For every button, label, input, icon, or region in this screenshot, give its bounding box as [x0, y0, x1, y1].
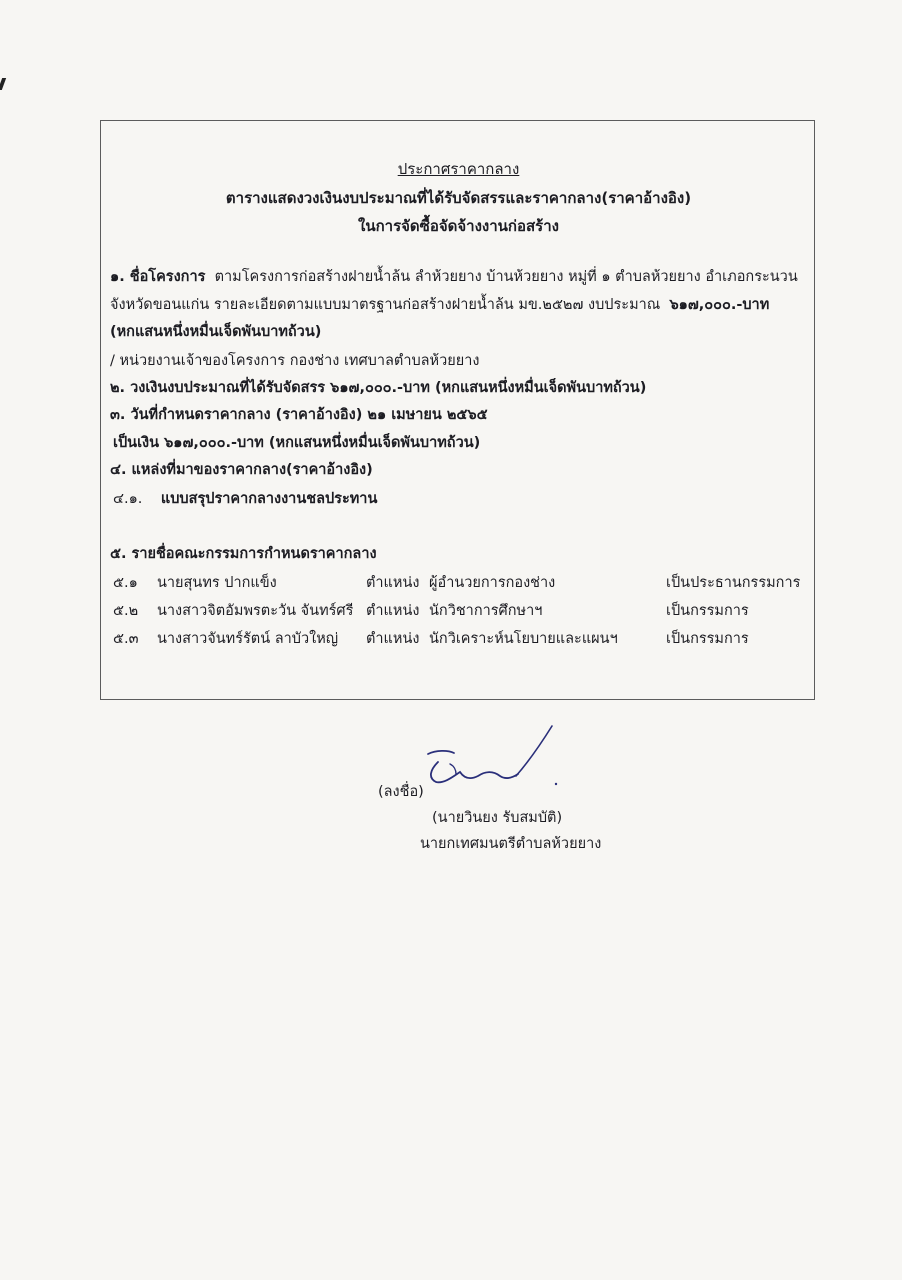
item1-amount: ๖๑๗,๐๐๐.-บาท: [669, 297, 770, 313]
member-name: นางสาวจันทร์รัตน์ ลาบัวใหญ่: [157, 631, 339, 647]
signature-block: [370, 720, 670, 870]
item3-date: ๓. วันที่กำหนดราคากลาง (ราคาอ้างอิง) ๒๑ เมษายน ๒๕๖๕: [110, 407, 488, 423]
announcement-box: [100, 120, 815, 700]
signature-label: (ลงชื่อ): [378, 784, 424, 800]
member-position-label: ตำแหน่ง: [366, 631, 420, 647]
member-position-label: ตำแหน่ง: [366, 575, 420, 591]
item4-sub-text: แบบสรุปราคากลางงานชลประทาน: [160, 491, 378, 507]
item1-label: ๑. ชื่อโครงการ: [110, 269, 206, 285]
member-position: นักวิชาการศึกษาฯ: [429, 603, 543, 619]
member-role: เป็นกรรมการ: [666, 603, 749, 619]
member-name: นางสาวจิตอัมพรตะวัน จันทร์ศรี: [157, 603, 354, 619]
item4-sub: [113, 489, 377, 509]
member-position: ผู้อำนวยการกองช่าง: [429, 575, 556, 591]
item4-label: ๔. แหล่งที่มาของราคากลาง(ราคาอ้างอิง): [110, 462, 373, 478]
announcement-subtitle: ตารางแสดงวงเงินงบประมาณที่ได้รับจัดสรรและราคากลาง(ราคาอ้างอิง): [225, 189, 692, 207]
signatory-position: นายกเทศมนตรีตำบลห้วยยาง: [420, 836, 602, 852]
item5-label: ๕. รายชื่อคณะกรรมการกำหนดราคากลาง: [110, 546, 377, 562]
signatory-name: (นายวินยง รับสมบัติ): [432, 810, 563, 826]
item2-budget: ๒. วงเงินงบประมาณที่ได้รับจัดสรร ๖๑๗,๐๐๐.-บาท (หกแสนหนึ่งหมื่นเจ็ดพันบาทถ้วน): [110, 380, 647, 396]
member-position: นักวิเคราะห์นโยบายและแผนฯ: [429, 631, 618, 647]
item1-text-b: จังหวัดขอนแก่น รายละเอียดตามแบบมาตรฐานก่อสร้างฝายน้ำล้น มข.๒๕๒๗ งบประมาณ: [110, 297, 661, 313]
member-position-label: ตำแหน่ง: [366, 603, 420, 619]
item1-text-a: ตามโครงการก่อสร้างฝายน้ำล้น ลำห้วยยาง บ้านห้วยยาง หมู่ที่ ๑ ตำบลห้วยยาง อำเภอกระนวน: [214, 269, 798, 285]
item1-amount-words: (หกแสนหนึ่งหมื่นเจ็ดพันบาทถ้วน): [110, 324, 322, 340]
member-role: เป็นประธานกรรมการ: [666, 575, 801, 591]
announcement-subtitle-2: ในการจัดซื้อจัดจ้างงานก่อสร้าง: [358, 217, 559, 235]
member-name: นายสุนทร ปากแข็ง: [157, 575, 277, 591]
item1-owner: / หน่วยงานเจ้าของโครงการ กองช่าง เทศบาลตำบลห้วยยาง: [110, 353, 480, 369]
member-number: ๕.๓: [113, 631, 139, 647]
announcement-title: ประกาศราคากลาง: [397, 160, 520, 178]
item1-line1: [110, 267, 798, 287]
item4-sub-number: ๔.๑.: [113, 491, 143, 507]
member-role: เป็นกรรมการ: [666, 631, 749, 647]
member-number: ๕.๑: [113, 575, 138, 591]
scan-mark: [0, 78, 6, 90]
item1-line2: [110, 295, 769, 315]
item3-amount: เป็นเงิน ๖๑๗,๐๐๐.-บาท (หกแสนหนึ่งหมื่นเจ็ดพันบาทถ้วน): [113, 435, 481, 451]
member-number: ๕.๒: [113, 603, 139, 619]
